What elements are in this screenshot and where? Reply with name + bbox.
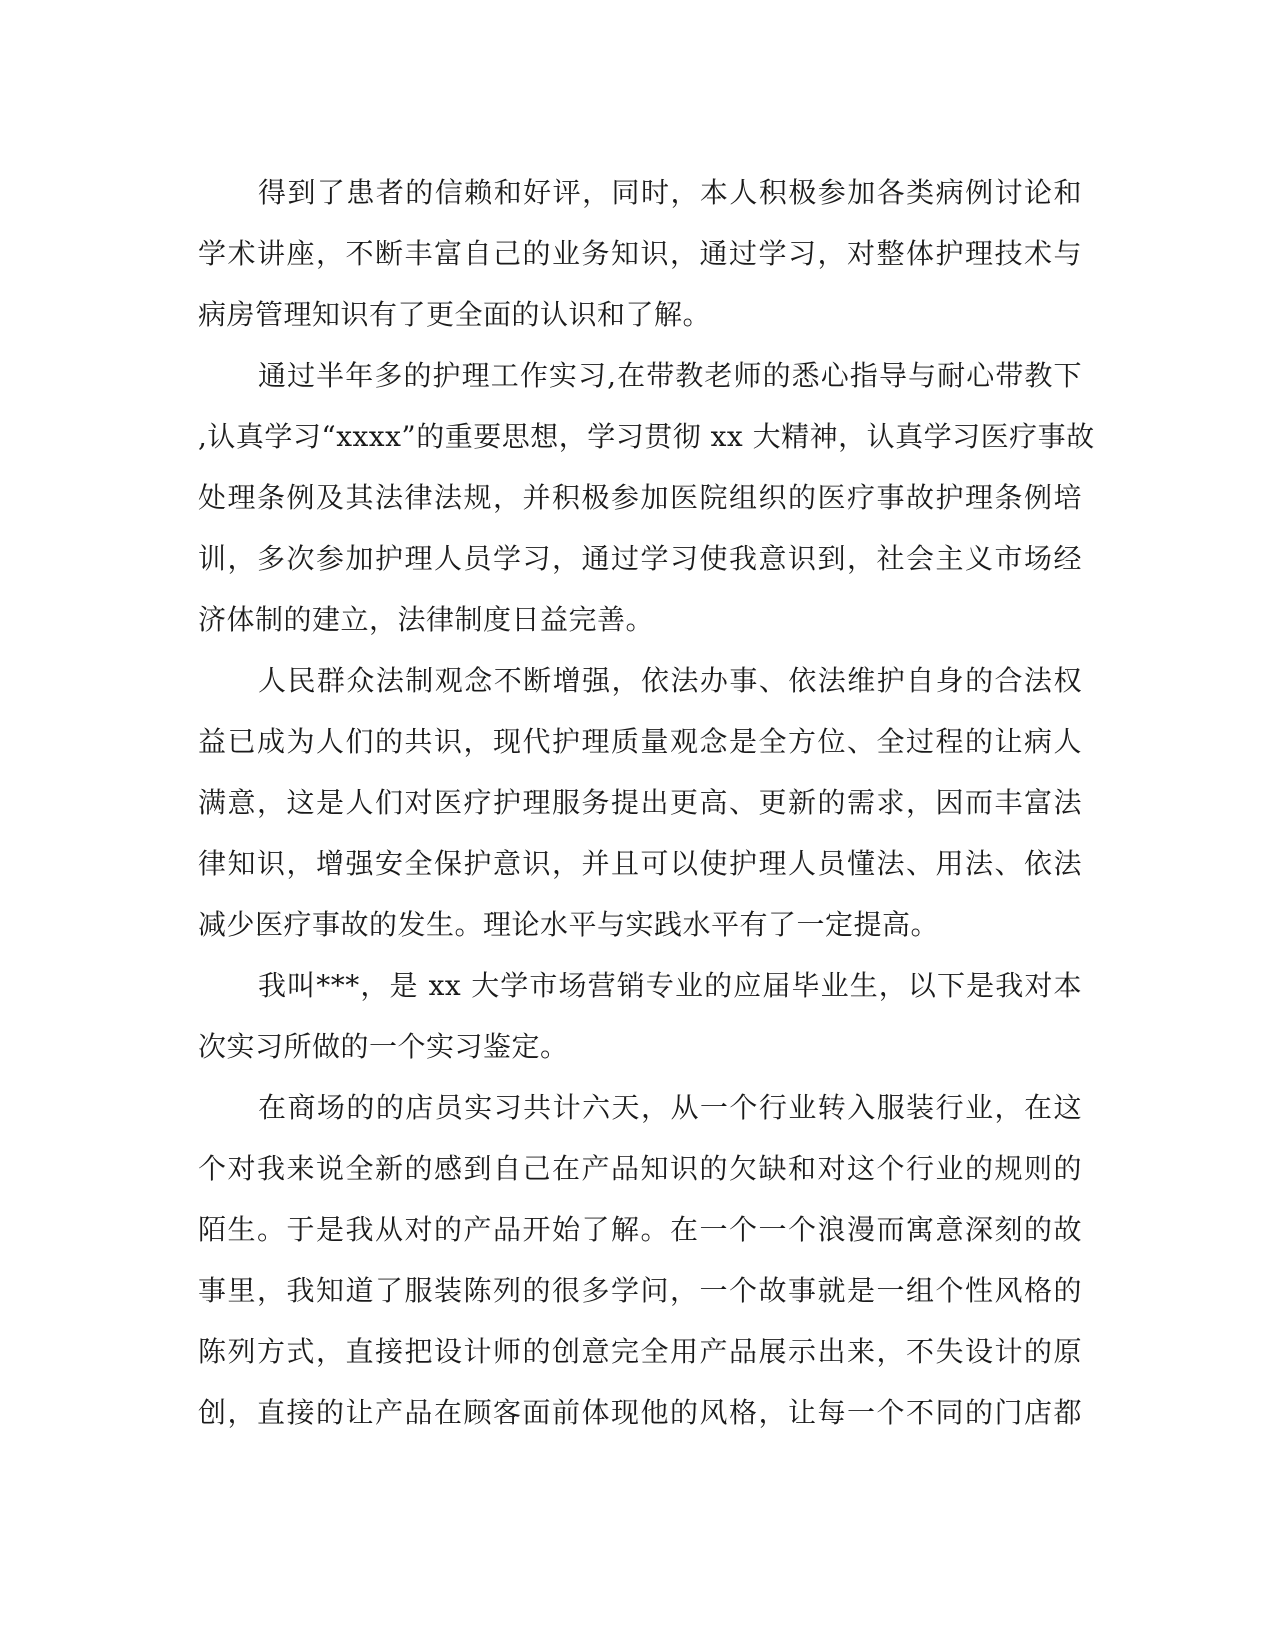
text-line: 在商场的的店员实习共计六天，从一个行业转入服装行业，在这 xyxy=(258,1091,1082,1124)
text-line: 处理条例及其法律法规，并积极参加医院组织的医疗事故护理条例培 xyxy=(198,481,1082,514)
text-line: 病房管理知识有了更全面的认识和了解。 xyxy=(198,298,712,331)
text-line: 减少医疗事故的发生。理论水平与实践水平有了一定提高。 xyxy=(198,908,940,941)
text-line: 陈列方式，直接把设计师的创意完全用产品展示出来，不失设计的原 xyxy=(198,1335,1082,1368)
text-line: 创，直接的让产品在顾客面前体现他的风格，让每一个不同的门店都 xyxy=(198,1396,1082,1429)
text-line: 陌生。于是我从对的产品开始了解。在一个一个浪漫而寓意深刻的故 xyxy=(198,1213,1082,1246)
text-line: 训，多次参加护理人员学习，通过学习使我意识到，社会主义市场经 xyxy=(198,542,1082,575)
paragraph-5 xyxy=(198,1077,1082,1443)
text-line: 事里，我知道了服装陈列的很多学问，一个故事就是一组个性风格的 xyxy=(198,1274,1082,1307)
paragraph-4 xyxy=(198,955,1082,1077)
paragraph-1 xyxy=(198,162,1082,345)
text-line: 济体制的建立，法律制度日益完善。 xyxy=(198,603,655,636)
text-line: 次实习所做的一个实习鉴定。 xyxy=(198,1030,569,1063)
text-line: ,认真学习“xxxx”的重要思想，学习贯彻 xx 大精神，认真学习医疗事故 xyxy=(198,420,1095,453)
text-line: 满意，这是人们对医疗护理服务提出更高、更新的需求，因而丰富法 xyxy=(198,786,1082,819)
paragraph-2 xyxy=(198,345,1095,650)
document-body xyxy=(198,162,1095,1443)
text-line: 我叫***，是 xx 大学市场营销专业的应届毕业生，以下是我对本 xyxy=(258,969,1082,1002)
paragraph-3 xyxy=(198,650,1082,955)
text-line: 个对我来说全新的感到自己在产品知识的欠缺和对这个行业的规则的 xyxy=(198,1152,1082,1185)
text-line: 学术讲座，不断丰富自己的业务知识，通过学习，对整体护理技术与 xyxy=(198,237,1082,270)
text-line: 通过半年多的护理工作实习,在带教老师的悉心指导与耐心带教下 xyxy=(258,359,1082,392)
text-line: 益已成为人们的共识，现代护理质量观念是全方位、全过程的让病人 xyxy=(198,725,1082,758)
text-line: 律知识，增强安全保护意识，并且可以使护理人员懂法、用法、依法 xyxy=(198,847,1082,880)
text-line: 得到了患者的信赖和好评，同时，本人积极参加各类病例讨论和 xyxy=(258,176,1082,209)
text-line: 人民群众法制观念不断增强，依法办事、依法维护自身的合法权 xyxy=(258,664,1082,697)
